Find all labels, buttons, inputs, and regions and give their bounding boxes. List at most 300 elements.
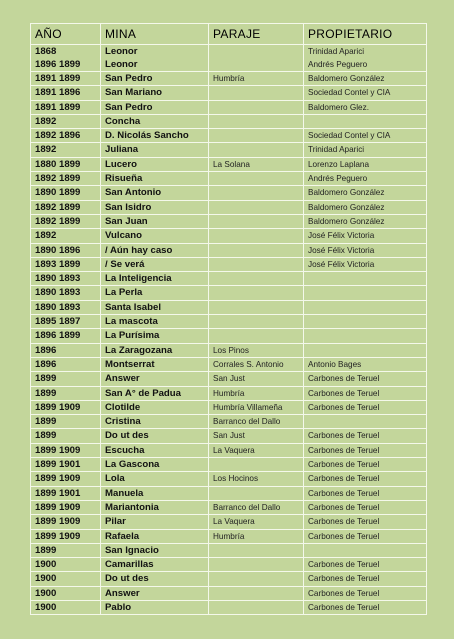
year-text: 1899 <box>35 544 57 556</box>
year-text: 1880 1899 <box>35 158 81 170</box>
mina-cell <box>101 72 209 86</box>
paraje-text: La Solana <box>213 159 250 169</box>
paraje-cell <box>209 486 304 500</box>
mina-text: San A° de Padua <box>105 387 181 399</box>
year-cell <box>31 300 101 314</box>
propietario-text: Carbones de Teruel <box>308 488 380 498</box>
mina-text: San Juan <box>105 215 148 227</box>
mina-cell <box>101 543 209 557</box>
paraje-cell <box>209 243 304 257</box>
year-text: 1899 <box>35 373 57 385</box>
table-row <box>31 443 427 457</box>
mina-cell <box>101 443 209 457</box>
paraje-cell <box>209 429 304 443</box>
paraje-text: Humbría <box>213 388 245 398</box>
mina-cell <box>101 86 209 100</box>
year-text: 1890 1896 <box>35 244 81 256</box>
mina-cell <box>101 272 209 286</box>
propietario-cell <box>304 429 427 443</box>
header-propietario: PROPIETARIO <box>304 24 427 45</box>
paraje-cell <box>209 186 304 200</box>
mina-text: Manuela <box>105 487 144 499</box>
table-row <box>31 357 427 371</box>
propietario-cell <box>304 400 427 414</box>
year-text: 1892 1899 <box>35 173 81 185</box>
mina-text: San Pedro <box>105 73 153 84</box>
mina-cell <box>101 586 209 600</box>
header-mina: MINA <box>101 24 209 45</box>
propietario-text: Carbones de Teruel <box>308 388 380 398</box>
year-text: 1891 1896 <box>35 87 81 99</box>
propietario-cell <box>304 572 427 586</box>
year-text: 1900 <box>35 559 57 571</box>
year-cell <box>31 229 101 243</box>
year-text: 1899 1909 <box>35 530 81 542</box>
paraje-text: San Just <box>213 374 245 384</box>
mina-text: Santa Isabel <box>105 301 161 313</box>
propietario-text: Carbones de Teruel <box>308 588 380 598</box>
mina-text: San Antonio <box>105 187 162 199</box>
paraje-cell <box>209 229 304 243</box>
year-cell <box>31 400 101 414</box>
propietario-cell <box>304 586 427 600</box>
mina-text: Answer <box>105 373 140 385</box>
mina-text: Escucha <box>105 444 145 456</box>
propietario-text: Baldomero González <box>308 216 385 226</box>
year-text: 1899 1909 <box>35 444 81 456</box>
table-row <box>31 572 427 586</box>
propietario-cell <box>304 558 427 572</box>
table-row <box>31 329 427 343</box>
propietario-cell <box>304 100 427 114</box>
mina-cell <box>101 515 209 529</box>
propietario-text: Andrés Peguero <box>308 174 368 184</box>
mina-cell <box>101 558 209 572</box>
mina-text: Pablo <box>105 601 132 613</box>
propietario-cell <box>304 86 427 100</box>
year-cell <box>31 458 101 472</box>
mina-cell <box>101 357 209 371</box>
table-row <box>31 286 427 300</box>
paraje-text: Los Hocinos <box>213 474 259 484</box>
year-cell <box>31 214 101 228</box>
propietario-text: José Félix Victoria <box>308 245 375 255</box>
paraje-cell <box>209 315 304 329</box>
year-cell <box>31 443 101 457</box>
mina-cell <box>101 458 209 472</box>
paraje-cell <box>209 214 304 228</box>
year-cell <box>31 45 101 72</box>
table-row <box>31 315 427 329</box>
propietario-text: Carbones de Teruel <box>308 431 380 441</box>
propietario-cell <box>304 300 427 314</box>
year-text: 1899 1909 <box>35 473 81 485</box>
propietario-cell <box>304 143 427 157</box>
propietario-cell <box>304 500 427 514</box>
table-row <box>31 529 427 543</box>
table-row <box>31 515 427 529</box>
propietario-cell <box>304 257 427 271</box>
propietario-cell <box>304 458 427 472</box>
mina-text: Leonor <box>105 46 138 57</box>
paraje-cell <box>209 257 304 271</box>
mina-text: Lola <box>105 473 125 485</box>
paraje-cell <box>209 372 304 386</box>
mina-cell <box>101 529 209 543</box>
table-row <box>31 472 427 486</box>
mina-text: / Se verá <box>105 258 145 270</box>
propietario-cell <box>304 157 427 171</box>
year-text: 1899 <box>35 430 57 442</box>
table-row <box>31 586 427 600</box>
paraje-cell <box>209 458 304 472</box>
table-row <box>31 558 427 572</box>
mina-text: La Gascona <box>105 459 160 471</box>
year-text: 1900 <box>35 601 57 613</box>
propietario-cell <box>304 72 427 86</box>
mina-text: Cristina <box>105 416 141 428</box>
year-text: 1892 <box>35 230 57 242</box>
year-text: 1896 <box>35 344 57 356</box>
table-row <box>31 114 427 128</box>
year-text: 1892 1896 <box>35 130 81 142</box>
paraje-text: Barranco del Dallo <box>213 417 281 427</box>
mina-text: Juliana <box>105 144 139 156</box>
mina-text: Clotilde <box>105 401 141 413</box>
table-row <box>31 72 427 86</box>
year-text: 1896 1899 <box>35 330 81 342</box>
propietario-cell <box>304 129 427 143</box>
year-text: 1895 1897 <box>35 316 81 328</box>
paraje-cell <box>209 443 304 457</box>
table-row <box>31 257 427 271</box>
mina-text: La Perla <box>105 287 143 299</box>
paraje-cell <box>209 543 304 557</box>
propietario-text: Baldomero González <box>308 74 385 83</box>
year-cell <box>31 186 101 200</box>
propietario-cell <box>304 472 427 486</box>
propietario-text: Carbones de Teruel <box>308 374 380 384</box>
year-cell <box>31 600 101 614</box>
mina-text: Leonor <box>105 59 138 70</box>
year-cell <box>31 329 101 343</box>
year-cell <box>31 286 101 300</box>
year-text: 1899 1909 <box>35 401 81 413</box>
propietario-cell <box>304 529 427 543</box>
mina-text: Lucero <box>105 158 137 170</box>
mina-text: Concha <box>105 115 141 127</box>
propietario-text: Trinidad Aparici <box>308 145 365 155</box>
year-text: 1899 1901 <box>35 487 81 499</box>
paraje-cell <box>209 45 304 72</box>
year-cell <box>31 86 101 100</box>
propietario-cell <box>304 243 427 257</box>
propietario-cell <box>304 45 427 72</box>
mina-text: Vulcano <box>105 230 142 242</box>
paraje-text: Los Pinos <box>213 345 249 355</box>
propietario-cell <box>304 214 427 228</box>
table-row <box>31 157 427 171</box>
mina-cell <box>101 45 209 72</box>
year-text: 1868 <box>35 46 57 57</box>
paraje-cell <box>209 415 304 429</box>
year-text: 1892 1899 <box>35 215 81 227</box>
year-cell <box>31 143 101 157</box>
mina-text: San Pedro <box>105 101 153 113</box>
table-row <box>31 214 427 228</box>
year-cell <box>31 129 101 143</box>
year-cell <box>31 500 101 514</box>
paraje-cell <box>209 343 304 357</box>
paraje-cell <box>209 286 304 300</box>
propietario-text: Carbones de Teruel <box>308 445 380 455</box>
mina-text: San Isidro <box>105 201 152 213</box>
paraje-cell <box>209 558 304 572</box>
paraje-cell <box>209 114 304 128</box>
mina-cell <box>101 343 209 357</box>
year-cell <box>31 315 101 329</box>
mina-cell <box>101 386 209 400</box>
year-cell <box>31 357 101 371</box>
year-cell <box>31 172 101 186</box>
propietario-cell <box>304 357 427 371</box>
mina-cell <box>101 200 209 214</box>
paraje-cell <box>209 329 304 343</box>
paraje-cell <box>209 600 304 614</box>
table-row <box>31 543 427 557</box>
paraje-text: La Vaquera <box>213 445 255 455</box>
propietario-cell <box>304 543 427 557</box>
propietario-cell <box>304 315 427 329</box>
year-cell <box>31 257 101 271</box>
paraje-cell <box>209 529 304 543</box>
table-row <box>31 243 427 257</box>
mina-cell <box>101 600 209 614</box>
table-row <box>31 229 427 243</box>
propietario-text: Carbones de Teruel <box>308 460 380 470</box>
mina-text: Camarillas <box>105 559 154 571</box>
year-cell <box>31 472 101 486</box>
year-text: 1892 <box>35 115 57 127</box>
mina-cell <box>101 114 209 128</box>
mina-text: / Aún hay caso <box>105 244 173 256</box>
mina-cell <box>101 143 209 157</box>
table-row <box>31 200 427 214</box>
propietario-text: Carbones de Teruel <box>308 402 380 412</box>
year-cell <box>31 343 101 357</box>
table-row <box>31 143 427 157</box>
year-text: 1890 1893 <box>35 301 81 313</box>
table-row <box>31 272 427 286</box>
year-cell <box>31 372 101 386</box>
paraje-cell <box>209 143 304 157</box>
paraje-text: Barranco del Dallo <box>213 502 281 512</box>
table-row <box>31 100 427 114</box>
paraje-cell <box>209 500 304 514</box>
year-cell <box>31 114 101 128</box>
propietario-text: Carbones de Teruel <box>308 602 380 612</box>
propietario-text: Carbones de Teruel <box>308 560 380 570</box>
mina-cell <box>101 157 209 171</box>
mina-cell <box>101 429 209 443</box>
propietario-text: Sociedad Contel y CIA <box>308 88 391 98</box>
year-text: 1900 <box>35 587 57 599</box>
year-text: 1899 1901 <box>35 459 81 471</box>
paraje-text: La Vaquera <box>213 517 255 527</box>
mina-cell <box>101 329 209 343</box>
paraje-cell <box>209 472 304 486</box>
paraje-cell <box>209 200 304 214</box>
propietario-text: Trinidad Aparici <box>308 47 365 56</box>
propietario-cell <box>304 486 427 500</box>
mina-cell <box>101 500 209 514</box>
year-cell <box>31 529 101 543</box>
mina-cell <box>101 286 209 300</box>
mina-cell <box>101 243 209 257</box>
propietario-text: Lorenzo Laplana <box>308 159 370 169</box>
propietario-text: Carbones de Teruel <box>308 517 380 527</box>
year-text: 1891 1899 <box>35 73 81 84</box>
mines-document <box>30 23 426 615</box>
paraje-cell <box>209 72 304 86</box>
paraje-cell <box>209 572 304 586</box>
propietario-text: Baldomero González <box>308 202 385 212</box>
propietario-cell <box>304 372 427 386</box>
year-cell <box>31 515 101 529</box>
mina-cell <box>101 400 209 414</box>
mina-text: San Mariano <box>105 87 163 99</box>
mina-cell <box>101 372 209 386</box>
mina-cell <box>101 186 209 200</box>
propietario-text: Antonio Bages <box>308 359 362 369</box>
year-cell <box>31 157 101 171</box>
table-row <box>31 45 427 72</box>
year-cell <box>31 415 101 429</box>
mina-text: Montserrat <box>105 358 155 370</box>
mina-cell <box>101 257 209 271</box>
paraje-cell <box>209 272 304 286</box>
table-row <box>31 415 427 429</box>
table-row <box>31 129 427 143</box>
paraje-cell <box>209 586 304 600</box>
propietario-text: Carbones de Teruel <box>308 531 380 541</box>
propietario-cell <box>304 286 427 300</box>
year-text: 1896 <box>35 358 57 370</box>
propietario-text: Baldomero González <box>308 188 385 198</box>
paraje-cell <box>209 86 304 100</box>
year-cell <box>31 486 101 500</box>
mina-text: Risueña <box>105 173 143 185</box>
mina-text: San Ignacio <box>105 544 159 556</box>
propietario-cell <box>304 600 427 614</box>
paraje-text: Corrales S. Antonio <box>213 359 284 369</box>
mina-cell <box>101 214 209 228</box>
table-row <box>31 458 427 472</box>
header-paraje: PARAJE <box>209 24 304 45</box>
mina-cell <box>101 572 209 586</box>
propietario-cell <box>304 114 427 128</box>
mina-text: La Zaragozana <box>105 344 173 356</box>
propietario-text: Carbones de Teruel <box>308 502 380 512</box>
paraje-cell <box>209 129 304 143</box>
year-text: 1890 1893 <box>35 273 81 285</box>
propietario-cell <box>304 443 427 457</box>
propietario-text: José Félix Victoria <box>308 231 375 241</box>
paraje-text: Humbría <box>213 531 245 541</box>
mina-cell <box>101 486 209 500</box>
mina-cell <box>101 300 209 314</box>
year-text: 1890 1899 <box>35 187 81 199</box>
propietario-cell <box>304 186 427 200</box>
paraje-text: Humbría <box>213 74 245 83</box>
mina-text: La mascota <box>105 316 158 328</box>
propietario-cell <box>304 343 427 357</box>
propietario-cell <box>304 386 427 400</box>
table-row <box>31 172 427 186</box>
year-text: 1890 1893 <box>35 287 81 299</box>
mina-cell <box>101 415 209 429</box>
year-cell <box>31 243 101 257</box>
table-row <box>31 429 427 443</box>
mina-cell <box>101 229 209 243</box>
table-row <box>31 500 427 514</box>
mina-text: Answer <box>105 587 140 599</box>
year-text: 1896 1899 <box>35 59 81 70</box>
paraje-cell <box>209 386 304 400</box>
propietario-cell <box>304 200 427 214</box>
table-row <box>31 343 427 357</box>
paraje-cell <box>209 300 304 314</box>
propietario-cell <box>304 172 427 186</box>
paraje-text: Humbría Villameña <box>213 402 283 412</box>
paraje-cell <box>209 100 304 114</box>
year-cell <box>31 272 101 286</box>
propietario-text: Carbones de Teruel <box>308 474 380 484</box>
propietario-text: Sociedad Contel y CIA <box>308 131 391 141</box>
propietario-cell <box>304 272 427 286</box>
mina-cell <box>101 172 209 186</box>
year-cell <box>31 100 101 114</box>
mina-cell <box>101 100 209 114</box>
year-text: 1899 <box>35 416 57 428</box>
year-text: 1899 <box>35 387 57 399</box>
table-header-row <box>31 24 427 45</box>
propietario-text: Baldomero Glez. <box>308 102 369 112</box>
propietario-text: José Félix Victoria <box>308 259 375 269</box>
propietario-cell <box>304 515 427 529</box>
table-row <box>31 400 427 414</box>
year-text: 1893 1899 <box>35 258 81 270</box>
header-ano: AÑO <box>31 24 101 45</box>
mina-text: La Purísima <box>105 330 160 342</box>
mina-cell <box>101 472 209 486</box>
table-row <box>31 486 427 500</box>
propietario-text: Carbones de Teruel <box>308 574 380 584</box>
paraje-cell <box>209 157 304 171</box>
year-cell <box>31 72 101 86</box>
propietario-cell <box>304 229 427 243</box>
table-row <box>31 86 427 100</box>
propietario-cell <box>304 415 427 429</box>
year-text: 1892 <box>35 144 57 156</box>
mina-text: Pilar <box>105 516 126 528</box>
year-cell <box>31 572 101 586</box>
year-cell <box>31 200 101 214</box>
mina-text: Do ut des <box>105 430 149 442</box>
paraje-cell <box>209 172 304 186</box>
year-text: 1899 1909 <box>35 501 81 513</box>
table-row <box>31 386 427 400</box>
